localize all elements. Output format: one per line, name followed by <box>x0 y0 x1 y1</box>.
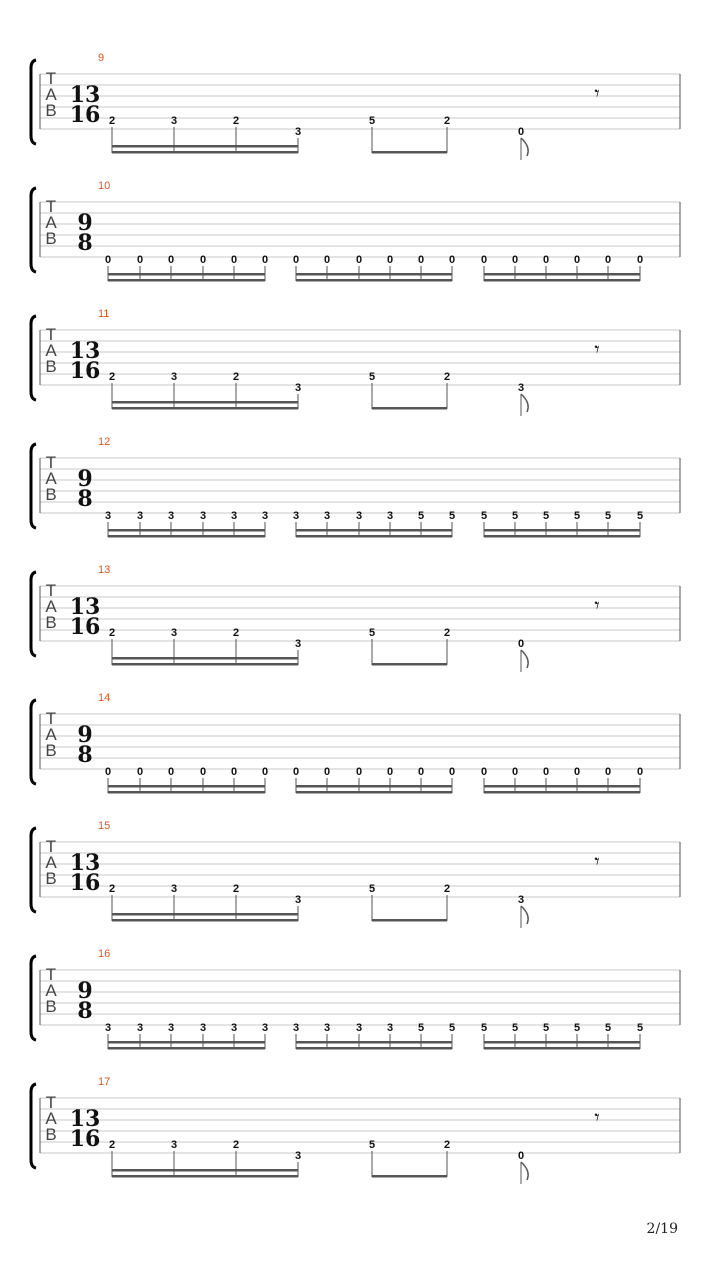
fret-number: 5 <box>542 1022 550 1034</box>
fret-number: 5 <box>573 1022 581 1034</box>
fret-number: 0 <box>604 766 612 778</box>
fret-number: 5 <box>368 883 376 895</box>
fret-number: 5 <box>368 627 376 639</box>
note-flag <box>521 650 528 668</box>
note-flag <box>521 1162 528 1180</box>
fret-number: 0 <box>323 766 331 778</box>
fret-number: 0 <box>230 766 238 778</box>
fret-number: 0 <box>355 254 363 266</box>
tab-clef-letter: B <box>45 485 57 504</box>
beam <box>108 273 265 276</box>
fret-number: 0 <box>136 766 144 778</box>
time-signature-top: 13 <box>69 594 101 620</box>
fret-number: 2 <box>443 883 451 895</box>
note-flag <box>521 906 528 924</box>
fret-number: 3 <box>355 510 363 522</box>
beam <box>108 279 265 282</box>
fret-number: 5 <box>636 1022 644 1034</box>
fret-number: 0 <box>167 254 175 266</box>
beam <box>484 791 640 794</box>
measure-number: 11 <box>98 308 110 320</box>
fret-number: 5 <box>480 510 488 522</box>
system-bracket <box>31 956 36 1040</box>
fret-number: 0 <box>417 254 425 266</box>
beam <box>112 663 298 666</box>
beam <box>108 785 265 788</box>
page-number: 2/19 <box>646 1221 678 1237</box>
fret-number: 2 <box>443 115 451 127</box>
time-signature-top: 13 <box>69 850 101 876</box>
beam <box>484 273 640 276</box>
fret-number: 0 <box>480 254 488 266</box>
fret-number: 2 <box>108 371 116 383</box>
tab-clef-letter: T <box>45 69 57 88</box>
fret-number: 3 <box>517 894 525 906</box>
fret-number: 0 <box>604 254 612 266</box>
tab-clef-letter: T <box>45 325 57 344</box>
time-signature-bottom: 16 <box>69 614 101 640</box>
beam <box>112 151 298 154</box>
tab-clef-letter: B <box>45 869 57 888</box>
tab-system <box>31 436 680 538</box>
fret-number: 5 <box>448 1022 456 1034</box>
time-signature-top: 9 <box>77 466 93 492</box>
fret-number: 5 <box>417 510 425 522</box>
beam <box>112 1169 298 1172</box>
fret-number: 2 <box>232 115 240 127</box>
system-bracket <box>31 188 36 272</box>
fret-number: 0 <box>448 766 456 778</box>
fret-number: 0 <box>104 254 112 266</box>
fret-number: 5 <box>604 1022 612 1034</box>
fret-number: 3 <box>170 115 178 127</box>
fret-number: 3 <box>292 510 300 522</box>
fret-number: 0 <box>167 766 175 778</box>
time-signature-bottom: 8 <box>77 486 93 512</box>
beam <box>112 407 298 410</box>
fret-number: 2 <box>232 627 240 639</box>
fret-number: 3 <box>294 382 302 394</box>
beam <box>108 1041 265 1044</box>
beam <box>296 791 452 794</box>
tab-clef-letter: T <box>45 581 57 600</box>
tab-clef-letter: T <box>45 965 57 984</box>
tab-clef-letter: B <box>45 229 57 248</box>
fret-number: 5 <box>368 115 376 127</box>
time-signature-bottom: 8 <box>77 742 93 768</box>
fret-number: 3 <box>136 1022 144 1034</box>
fret-number: 0 <box>230 254 238 266</box>
beam <box>296 1047 452 1050</box>
beam <box>372 919 447 922</box>
fret-number: 3 <box>170 627 178 639</box>
eighth-rest: 𝄾 <box>594 593 600 617</box>
fret-number: 3 <box>136 510 144 522</box>
fret-number: 0 <box>323 254 331 266</box>
beam <box>296 529 452 532</box>
fret-number: 2 <box>108 115 116 127</box>
time-signature-bottom: 16 <box>69 102 101 128</box>
fret-number: 3 <box>170 883 178 895</box>
beam <box>296 273 452 276</box>
fret-number: 3 <box>261 510 269 522</box>
fret-number: 0 <box>517 1150 525 1162</box>
tab-system <box>31 564 680 672</box>
measure-number: 10 <box>98 180 111 192</box>
measure-number: 15 <box>98 820 111 832</box>
fret-number: 0 <box>517 638 525 650</box>
fret-number: 0 <box>480 766 488 778</box>
tab-clef-letter: T <box>45 1093 57 1112</box>
fret-number: 5 <box>448 510 456 522</box>
beam <box>108 535 265 538</box>
measure-number: 12 <box>98 436 111 448</box>
fret-number: 2 <box>232 883 240 895</box>
beam <box>112 401 298 404</box>
tab-clef-letter: A <box>45 597 57 616</box>
tab-system <box>31 948 680 1050</box>
fret-number: 0 <box>386 254 394 266</box>
fret-number: 0 <box>261 766 269 778</box>
tab-clef-letter: A <box>45 213 57 232</box>
beam <box>484 529 640 532</box>
beam <box>484 1041 640 1044</box>
eighth-rest: 𝄾 <box>594 1105 600 1129</box>
system-bracket <box>31 572 36 656</box>
beam <box>108 1047 265 1050</box>
fret-number: 0 <box>136 254 144 266</box>
beam <box>108 529 265 532</box>
note-flag <box>521 138 528 156</box>
time-signature-top: 9 <box>77 722 93 748</box>
tab-clef-letter: B <box>45 997 57 1016</box>
tab-clef-letter: A <box>45 1109 57 1128</box>
beam <box>296 785 452 788</box>
system-bracket <box>31 60 36 144</box>
tab-system <box>31 180 680 282</box>
fret-number: 0 <box>104 766 112 778</box>
beam <box>484 535 640 538</box>
tab-clef-letter: T <box>45 837 57 856</box>
eighth-rest: 𝄾 <box>594 337 600 361</box>
fret-number: 3 <box>294 638 302 650</box>
fret-number: 0 <box>636 766 644 778</box>
fret-number: 3 <box>167 1022 175 1034</box>
tab-clef-letter: T <box>45 709 57 728</box>
beam <box>484 1047 640 1050</box>
fret-number: 3 <box>199 1022 207 1034</box>
fret-number: 0 <box>636 254 644 266</box>
fret-number: 5 <box>573 510 581 522</box>
time-signature-bottom: 8 <box>77 998 93 1024</box>
fret-number: 3 <box>294 1150 302 1162</box>
fret-number: 5 <box>511 1022 519 1034</box>
beam <box>372 151 447 154</box>
fret-number: 5 <box>368 371 376 383</box>
fret-number: 2 <box>232 371 240 383</box>
beam <box>372 407 447 410</box>
tab-system <box>31 692 680 794</box>
tab-clef-letter: B <box>45 741 57 760</box>
time-signature-bottom: 16 <box>69 358 101 384</box>
fret-number: 5 <box>417 1022 425 1034</box>
fret-number: 5 <box>636 510 644 522</box>
tab-clef-letter: A <box>45 469 57 488</box>
fret-number: 0 <box>542 254 550 266</box>
fret-number: 0 <box>517 126 525 138</box>
tab-clef-letter: B <box>45 357 57 376</box>
fret-number: 3 <box>323 1022 331 1034</box>
fret-number: 3 <box>517 382 525 394</box>
fret-number: 3 <box>199 510 207 522</box>
tab-system <box>31 1076 680 1184</box>
fret-number: 3 <box>323 510 331 522</box>
fret-number: 0 <box>292 254 300 266</box>
fret-number: 3 <box>230 1022 238 1034</box>
measure-number: 16 <box>98 948 111 960</box>
beam <box>112 145 298 148</box>
system-bracket <box>31 1084 36 1168</box>
tab-system <box>31 308 680 416</box>
beam <box>112 919 298 922</box>
beam <box>372 663 447 666</box>
system-bracket <box>31 828 36 912</box>
fret-number: 0 <box>199 254 207 266</box>
fret-number: 3 <box>104 1022 112 1034</box>
tab-clef-letter: A <box>45 853 57 872</box>
fret-number: 0 <box>511 766 519 778</box>
fret-number: 0 <box>355 766 363 778</box>
fret-number: 3 <box>104 510 112 522</box>
system-bracket <box>31 316 36 400</box>
fret-number: 5 <box>604 510 612 522</box>
tab-clef-letter: T <box>45 197 57 216</box>
tab-clef-letter: B <box>45 101 57 120</box>
beam <box>108 791 265 794</box>
fret-number: 2 <box>108 1139 116 1151</box>
fret-number: 3 <box>261 1022 269 1034</box>
fret-number: 3 <box>386 1022 394 1034</box>
fret-number: 2 <box>232 1139 240 1151</box>
fret-number: 0 <box>292 766 300 778</box>
fret-number: 0 <box>573 766 581 778</box>
beam <box>296 535 452 538</box>
time-signature-bottom: 16 <box>69 870 101 896</box>
fret-number: 3 <box>386 510 394 522</box>
note-flag <box>521 394 528 412</box>
fret-number: 3 <box>170 371 178 383</box>
fret-number: 5 <box>368 1139 376 1151</box>
fret-number: 2 <box>443 627 451 639</box>
measure-number: 13 <box>98 564 111 576</box>
time-signature-top: 13 <box>69 338 101 364</box>
fret-number: 0 <box>417 766 425 778</box>
fret-number: 2 <box>443 1139 451 1151</box>
beam <box>296 279 452 282</box>
fret-number: 5 <box>511 510 519 522</box>
time-signature-bottom: 8 <box>77 230 93 256</box>
measure-number: 17 <box>98 1076 111 1088</box>
measure-number: 14 <box>98 692 111 704</box>
time-signature-top: 9 <box>77 978 93 1004</box>
fret-number: 3 <box>355 1022 363 1034</box>
beam <box>296 1041 452 1044</box>
time-signature-top: 13 <box>69 1106 101 1132</box>
tab-system <box>31 52 680 160</box>
fret-number: 0 <box>542 766 550 778</box>
time-signature-bottom: 16 <box>69 1126 101 1152</box>
fret-number: 0 <box>261 254 269 266</box>
fret-number: 0 <box>386 766 394 778</box>
beam <box>484 785 640 788</box>
beam <box>112 913 298 916</box>
fret-number: 0 <box>573 254 581 266</box>
tab-clef-letter: B <box>45 1125 57 1144</box>
fret-number: 3 <box>170 1139 178 1151</box>
tab-clef-letter: A <box>45 341 57 360</box>
tab-system <box>31 820 680 928</box>
fret-number: 0 <box>199 766 207 778</box>
tab-clef-letter: A <box>45 85 57 104</box>
fret-number: 2 <box>443 371 451 383</box>
system-bracket <box>31 444 36 528</box>
fret-number: 3 <box>167 510 175 522</box>
fret-number: 0 <box>448 254 456 266</box>
beam <box>112 657 298 660</box>
fret-number: 3 <box>292 1022 300 1034</box>
fret-number: 0 <box>511 254 519 266</box>
tab-clef-letter: T <box>45 453 57 472</box>
beam <box>372 1175 447 1178</box>
tab-clef-letter: B <box>45 613 57 632</box>
beam <box>112 1175 298 1178</box>
fret-number: 2 <box>108 627 116 639</box>
time-signature-top: 9 <box>77 210 93 236</box>
fret-number: 5 <box>542 510 550 522</box>
time-signature-top: 13 <box>69 82 101 108</box>
beam <box>484 279 640 282</box>
measure-number: 9 <box>98 52 105 64</box>
tab-clef-letter: A <box>45 981 57 1000</box>
system-bracket <box>31 700 36 784</box>
fret-number: 3 <box>230 510 238 522</box>
fret-number: 3 <box>294 126 302 138</box>
eighth-rest: 𝄾 <box>594 81 600 105</box>
fret-number: 3 <box>294 894 302 906</box>
fret-number: 5 <box>480 1022 488 1034</box>
tab-clef-letter: A <box>45 725 57 744</box>
eighth-rest: 𝄾 <box>594 849 600 873</box>
fret-number: 2 <box>108 883 116 895</box>
